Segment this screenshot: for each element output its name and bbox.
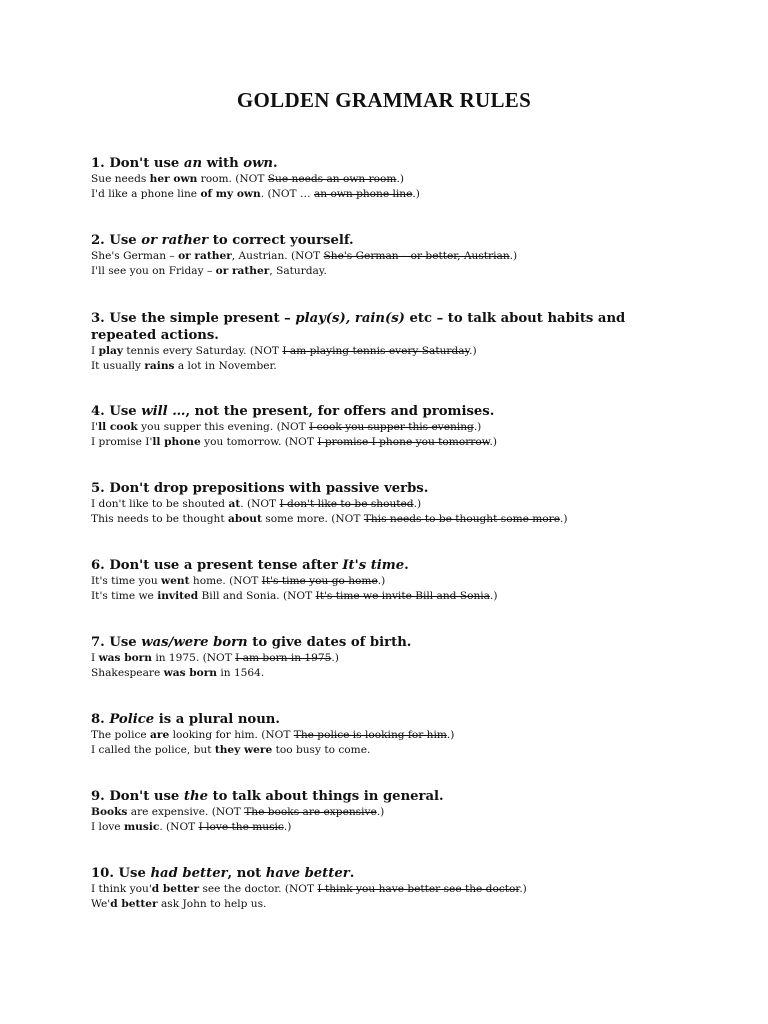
heading-italic-text: have better — [265, 866, 350, 881]
example-text: Bill and Sonia. (NOT — [198, 590, 316, 602]
example-text: room. (NOT — [197, 173, 268, 185]
example-text: , Austrian. (NOT — [231, 250, 324, 262]
example-bold-text: her own — [149, 173, 198, 185]
heading-text: etc – to talk about habits and repeated actions. — [91, 311, 626, 343]
rule-heading — [91, 634, 691, 651]
example-struck-text: She's German – or better, Austrian — [323, 250, 510, 262]
heading-italic-text: will … — [141, 404, 186, 419]
example-sentence — [91, 820, 691, 835]
example-text: in 1975. (NOT — [151, 652, 236, 664]
example-sentence — [91, 187, 691, 202]
heading-text: Don't use — [109, 156, 184, 171]
example-text: I love — [91, 821, 124, 833]
rule-heading — [91, 310, 681, 344]
rule-number: 4. — [91, 404, 110, 419]
example-bold-text: d better — [110, 898, 158, 910]
example-sentence — [91, 512, 691, 527]
example-text: .) — [489, 436, 498, 448]
example-text: Sue needs — [91, 173, 150, 185]
heading-text: . — [404, 558, 409, 573]
example-bold-text: of my own — [200, 188, 261, 200]
example-bold-text: ll cook — [98, 421, 138, 433]
example-struck-text: I am playing tennis every Saturday — [282, 345, 470, 357]
example-text: I' — [91, 421, 99, 433]
example-sentence — [91, 249, 691, 264]
heading-text: Don't drop prepositions with passive verbs. — [109, 481, 429, 496]
example-text: .) — [469, 345, 477, 357]
example-text: Shakespeare — [91, 667, 164, 679]
example-sentence — [91, 897, 691, 912]
heading-italic-text: an — [183, 156, 203, 171]
heading-text: to talk about things in general. — [207, 789, 444, 804]
example-text: are expensive. (NOT — [127, 806, 245, 818]
heading-text: Use — [109, 233, 142, 248]
example-sentence — [91, 359, 691, 374]
example-text: The police — [91, 729, 151, 741]
rule-heading — [91, 480, 691, 497]
example-text: too busy to come. — [272, 744, 371, 756]
heading-italic-text: It's time — [342, 558, 405, 573]
example-struck-text: It's time you go home — [261, 575, 378, 587]
example-text: .) — [446, 729, 455, 741]
example-text: I'd like a phone line — [91, 188, 201, 200]
example-text: .) — [519, 883, 527, 895]
example-struck-text: an own phone line — [313, 188, 413, 200]
heading-text: Use — [109, 635, 142, 650]
example-struck-text: I promise I phone you tomorrow — [317, 436, 490, 448]
example-text: It's time we — [91, 590, 158, 602]
example-sentence — [91, 882, 691, 897]
rule-heading — [91, 403, 691, 420]
page-title: GOLDEN GRAMMAR RULES — [236, 88, 532, 112]
example-sentence — [91, 435, 691, 450]
example-text: . (NOT — [159, 821, 199, 833]
heading-text: to correct yourself. — [208, 233, 354, 248]
heading-italic-text: had better — [150, 866, 228, 881]
example-struck-text: I think you have better see the doctor — [317, 883, 520, 895]
example-sentence — [91, 497, 691, 512]
example-struck-text: This needs to be thought some more — [363, 513, 561, 525]
example-text: a lot in November. — [174, 360, 277, 372]
rule-heading — [91, 865, 691, 882]
rule-number: 6. — [91, 558, 110, 573]
example-text: I — [91, 345, 99, 357]
heading-text: , not — [227, 866, 266, 881]
example-struck-text: I cook you supper this evening — [309, 421, 474, 433]
example-text: home. (NOT — [189, 575, 262, 587]
example-sentence — [91, 172, 691, 187]
rule-heading — [91, 711, 691, 728]
example-text: We' — [91, 898, 111, 910]
example-text: see the doctor. (NOT — [199, 883, 318, 895]
rule-4 — [91, 403, 691, 450]
rule-6 — [91, 557, 691, 604]
example-text: .) — [377, 575, 386, 587]
example-sentence — [91, 264, 691, 279]
heading-text: Don't use — [109, 789, 184, 804]
rule-number: 2. — [91, 233, 110, 248]
example-text: you tomorrow. (NOT — [200, 436, 318, 448]
heading-italic-text: Police — [109, 712, 155, 727]
example-struck-text: The books are expensive — [244, 806, 377, 818]
rule-number: 3. — [91, 311, 110, 326]
example-text: .) — [283, 821, 292, 833]
heading-italic-text: or rather — [141, 233, 209, 248]
example-struck-text: It's time we invite Bill and Sonia — [315, 590, 490, 602]
heading-text: , not the present, for offers and promises. — [185, 404, 495, 419]
example-sentence — [91, 589, 691, 604]
example-text: This needs to be thought — [91, 513, 228, 525]
heading-text: to give dates of birth. — [247, 635, 412, 650]
example-text: . (NOT — [240, 498, 280, 510]
example-text: some more. (NOT — [261, 513, 364, 525]
rule-number: 1. — [91, 156, 110, 171]
example-bold-text: d better — [151, 883, 200, 895]
example-bold-text: went — [161, 575, 190, 587]
example-text: .) — [560, 513, 568, 525]
example-struck-text: I love the music — [198, 821, 284, 833]
example-text: .) — [396, 173, 404, 185]
example-sentence — [91, 574, 691, 589]
example-bold-text: at — [228, 498, 241, 510]
example-text: .) — [376, 806, 385, 818]
example-struck-text: The police is looking for him — [293, 729, 447, 741]
example-text: .) — [412, 188, 420, 200]
example-bold-text: or rather — [178, 250, 232, 262]
example-text: It usually — [91, 360, 145, 372]
example-text: It's time you — [91, 575, 162, 587]
example-bold-text: ll phone — [152, 436, 201, 448]
example-bold-text: are — [150, 729, 170, 741]
example-text: I called the police, but — [91, 744, 215, 756]
example-text: looking for him. (NOT — [169, 729, 294, 741]
heading-italic-text: was/were born — [141, 635, 248, 650]
rule-number: 9. — [91, 789, 110, 804]
example-sentence — [91, 728, 691, 743]
rule-3 — [91, 310, 691, 374]
example-bold-text: music — [123, 821, 160, 833]
example-text: .) — [473, 421, 482, 433]
example-text: ask John to help us. — [157, 898, 267, 910]
example-bold-text: was born — [163, 667, 217, 679]
rule-heading — [91, 155, 691, 172]
rule-1 — [91, 155, 691, 202]
example-text: you supper this evening. (NOT — [137, 421, 310, 433]
example-text: I — [91, 652, 99, 664]
example-sentence — [91, 344, 691, 359]
heading-italic-text: the — [183, 789, 208, 804]
example-text: She's German – — [91, 250, 179, 262]
heading-italic-text: play(s), rain(s) — [295, 311, 405, 326]
rule-number: 10. — [91, 866, 119, 881]
example-struck-text: Sue needs an own room — [267, 173, 397, 185]
rule-10 — [91, 865, 691, 912]
rule-5 — [91, 480, 691, 527]
example-text: . (NOT … — [260, 188, 314, 200]
example-text: .) — [489, 590, 498, 602]
example-text: tennis every Saturday. (NOT — [123, 345, 283, 357]
example-sentence — [91, 805, 691, 820]
example-bold-text: was born — [98, 652, 152, 664]
heading-text: Don't use a present tense after — [109, 558, 343, 573]
example-struck-text: I don't like to be shouted — [279, 498, 414, 510]
heading-text: Use — [118, 866, 151, 881]
rule-heading — [91, 557, 691, 574]
example-text: I don't like to be shouted — [91, 498, 229, 510]
rule-2 — [91, 232, 691, 279]
heading-text: with — [202, 156, 244, 171]
rule-number: 7. — [91, 635, 110, 650]
example-bold-text: Books — [91, 806, 128, 818]
heading-text: . — [349, 866, 355, 881]
example-text: , Saturday. — [269, 265, 327, 277]
example-bold-text: invited — [157, 590, 199, 602]
heading-text: . — [273, 156, 278, 171]
example-text: in 1564. — [217, 667, 265, 679]
rule-7 — [91, 634, 691, 681]
example-sentence — [91, 666, 691, 681]
example-bold-text: rains — [144, 360, 175, 372]
example-text: I think you' — [91, 883, 152, 895]
rule-number: 8. — [91, 712, 110, 727]
rule-heading — [91, 232, 691, 249]
example-bold-text: play — [98, 345, 124, 357]
heading-italic-text: own — [243, 156, 274, 171]
rule-9 — [91, 788, 691, 835]
rule-8 — [91, 711, 691, 758]
example-text: I promise I' — [91, 436, 153, 448]
rule-number: 5. — [91, 481, 110, 496]
example-text: .) — [413, 498, 422, 510]
example-bold-text: or rather — [215, 265, 270, 277]
heading-text: is a plural noun. — [154, 712, 280, 727]
example-bold-text: about — [227, 513, 262, 525]
example-bold-text: they were — [214, 744, 273, 756]
example-sentence — [91, 420, 691, 435]
heading-text: Use — [109, 404, 142, 419]
example-text: .) — [509, 250, 518, 262]
example-struck-text: I am born in 1975 — [235, 652, 332, 664]
heading-text: Use the simple present – — [109, 311, 296, 326]
rule-heading — [91, 788, 691, 805]
example-sentence — [91, 651, 691, 666]
example-text: I'll see you on Friday – — [91, 265, 216, 277]
example-text: .) — [331, 652, 339, 664]
example-sentence — [91, 743, 691, 758]
